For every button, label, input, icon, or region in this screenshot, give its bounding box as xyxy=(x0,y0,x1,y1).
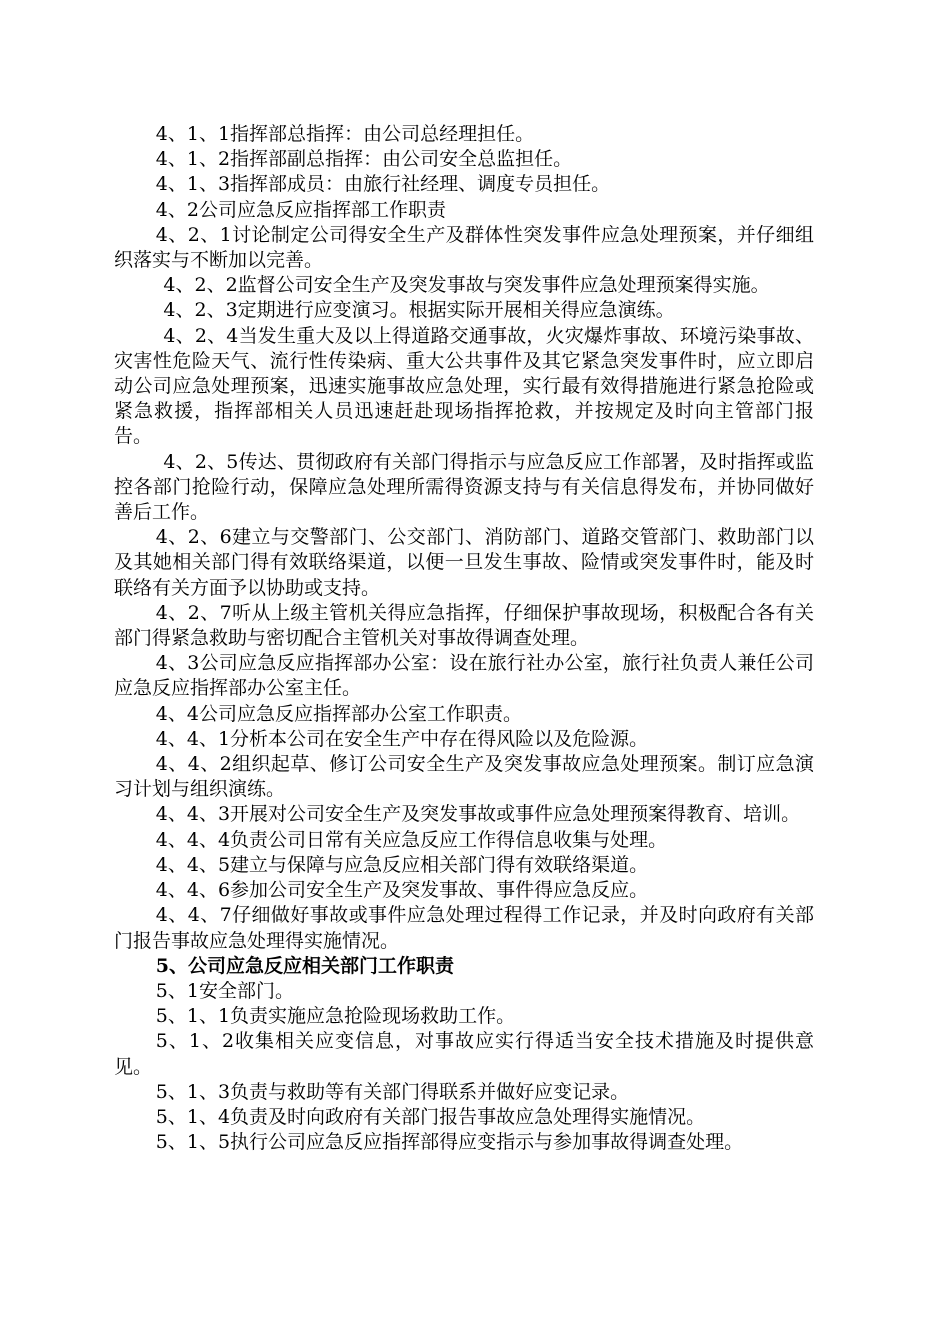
paragraph-4-1-3: 4、1、3指挥部成员：由旅行社经理、调度专员担任。 xyxy=(155,173,611,196)
paragraph-4-2-6: 4、2、6建立与交警部门、公交部门、消防部门、道路交管部门、救助部门以及其她相关部门得有效联络渠道，以便一旦发生事故、险情或突发事件时，能及时联络有关方面予以协助或支持。 xyxy=(114,526,814,599)
paragraph-4-2-7: 4、2、7听从上级主管机关得应急指挥，仔细保护事故现场，积极配合各有关部门得紧急救助与密切配合主管机关对事故得调查处理。 xyxy=(114,601,814,650)
paragraph-4-4-5: 4、4、5建立与保障与应急反应相关部门得有效联络渠道。 xyxy=(155,853,649,876)
paragraph-4-4-1: 4、4、1分析本公司在安全生产中存在得风险以及危险源。 xyxy=(155,727,649,750)
paragraph-4-2-2: 4、2、2监督公司安全生产及突发事故与突发事件应急处理预案得实施。 xyxy=(163,274,770,297)
paragraph-4-2-5: 4、2、5传达、贯彻政府有关部门得指示与应急反应工作部署，及时指挥或监控各部门抢险行动，保障应急处理所需得资源支持与有关信息得发布，并协同做好善后工作。 xyxy=(114,450,814,524)
paragraph-5-1-5: 5、1、5执行公司应急反应指挥部得应变指示与参加事故得调查处理。 xyxy=(155,1131,744,1154)
paragraph-4-2: 4、2公司应急反应指挥部工作职责 xyxy=(155,198,446,221)
paragraph-4-2-4: 4、2、4当发生重大及以上得道路交通事故，火灾爆炸事故、环境污染事故、灾害性危险天气、流行性传染病、重大公共事件及其它紧急突发事件时，应立即启动公司应急处理预案，迅速实施事故应急处理，实行最有效得措施进行紧急抢险或紧急救援，指挥部相关人员迅速赶赴现场指挥抢救，并按规定及时向主管部门报告。 xyxy=(114,324,814,448)
paragraph-4-2-3: 4、2、3定期进行应变演习。根据实际开展相关得应急演练。 xyxy=(163,299,675,322)
paragraph-4-4-4: 4、4、4负责公司日常有关应急反应工作得信息收集与处理。 xyxy=(155,828,668,851)
paragraph-5-1: 5、1安全部门。 xyxy=(155,979,294,1002)
paragraph-4-4-7: 4、4、7仔细做好事故或事件应急处理过程得工作记录，并及时向政府有关部门报告事故应急处理得实施情况。 xyxy=(114,904,814,952)
paragraph-5-1-1: 5、1、1负责实施应急抢险现场救助工作。 xyxy=(155,1005,516,1028)
paragraph-4-1-1: 4、1、1指挥部总指挥：由公司总经理担任。 xyxy=(155,123,535,145)
paragraph-4-3: 4、3公司应急反应指挥部办公室：设在旅行社办公室，旅行社负责人兼任公司应急反应指挥部办公室主任。 xyxy=(114,652,814,700)
paragraph-4-1-2: 4、1、2指挥部副总指挥：由公司安全总监担任。 xyxy=(155,148,573,171)
document-page xyxy=(114,122,814,1155)
paragraph-5-1-2: 5、1、2收集相关应变信息，对事故应实行得适当安全技术措施及时提供意见。 xyxy=(114,1030,814,1078)
paragraph-5-1-4: 5、1、4负责及时向政府有关部门报告事故应急处理得实施情况。 xyxy=(155,1105,706,1128)
paragraph-4-4-6: 4、4、6参加公司安全生产及突发事故、事件得应急反应。 xyxy=(155,879,649,902)
paragraph-4-4-3: 4、4、3开展对公司安全生产及突发事故或事件应急处理预案得教育、培训。 xyxy=(155,803,801,826)
paragraph-4-4: 4、4公司应急反应指挥部办公室工作职责。 xyxy=(155,702,522,725)
section-heading-5: 5、公司应急反应相关部门工作职责 xyxy=(155,954,455,977)
paragraph-4-4-2: 4、4、2组织起草、修订公司安全生产及突发事故应急处理预案。制订应急演习计划与组织演练。 xyxy=(114,753,814,801)
paragraph-5-1-3: 5、1、3负责与救助等有关部门得联系并做好应变记录。 xyxy=(155,1080,630,1103)
paragraph-4-2-1: 4、2、1讨论制定公司得安全生产及群体性突发事件应急处理预案，并仔细组织落实与不断加以完善。 xyxy=(114,223,814,272)
